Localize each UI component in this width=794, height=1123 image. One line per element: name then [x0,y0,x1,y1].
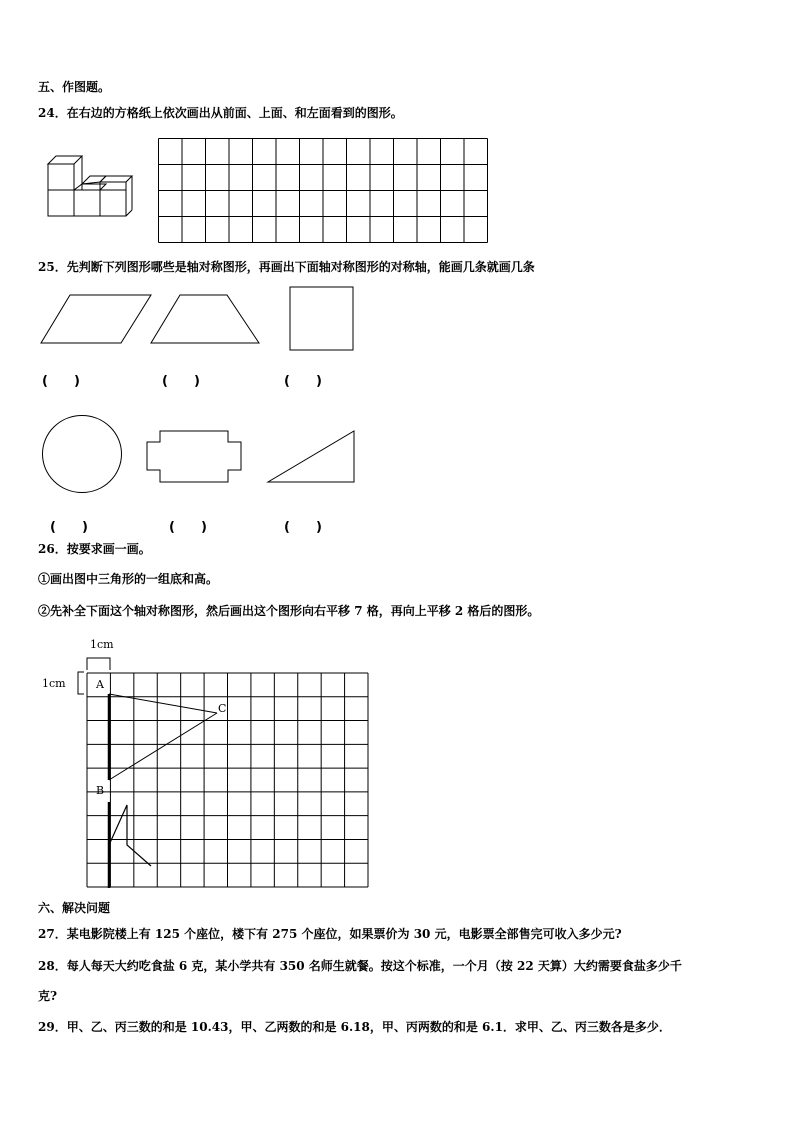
question-27-text: 27．某电影院楼上有 125 个座位，楼下有 275 个座位，如果票价为 30 元，电影票全部售完可收入多少元? [38,927,622,941]
question-28-text-line-2: 克? [38,989,58,1003]
question-26-text: 26．按要求画一画。 [38,542,151,556]
answer-parentheses[interactable]: ( ) [42,374,80,389]
circle-shape [41,414,123,494]
item-1-text: 画出图中三角形的一组底和高。 [50,572,219,586]
triangle-side-bc [109,713,217,780]
item-2-marker: ② [38,604,51,618]
section-6-title: 六、解决问题 [38,901,111,915]
unit-label-left: 1cm [42,677,66,690]
answer-parentheses[interactable]: ( ) [50,520,88,535]
question-26-item-2 [38,603,539,619]
trapezoid-shape [150,294,260,344]
notched-rectangle-shape [146,430,242,484]
question-24-text: 24．在右边的方格纸上依次画出从前面、上面、和左面看到的图形。 [38,106,403,120]
answer-parentheses[interactable]: ( ) [284,374,322,389]
point-b-label: B [96,784,105,797]
square-grid-paper[interactable] [158,138,488,243]
answer-parentheses[interactable]: ( ) [169,520,207,535]
question-28-text-line-1: 28．每人每天大约吃食盐 6 克，某小学共有 350 名师生就餐。按这个标准，一个月（按 22 天算）大约需要食盐多少千 [38,959,682,973]
square-shape [289,286,355,352]
point-a-label: A [96,678,104,691]
unit-label-top: 1cm [90,638,114,651]
cube-stack-figure [44,154,136,218]
item-2-text: 先补全下面这个轴对称图形，然后画出这个图形向右平移 7 格，再向上平移 2 格后的图形。 [50,604,540,618]
right-triangle-shape [266,430,356,484]
section-5-title: 五、作图题。 [38,80,111,94]
parallelogram-shape [40,294,152,344]
question-25-text: 25．先判断下列图形哪些是轴对称图形，再画出下面轴对称图形的对称轴，能画几条就画几条 [38,260,535,274]
question-29-text: 29．甲、乙、丙三数的和是 10.43，甲、乙两数的和是 6.18，甲、丙两数的和是 6.1．求甲、乙、丙三数各是多少． [38,1020,671,1034]
answer-parentheses[interactable]: ( ) [162,374,200,389]
question-26-item-1 [38,571,218,587]
item-1-marker: ① [38,572,51,586]
point-c-label: C [218,702,227,715]
half-symmetric-figure [109,805,151,866]
unit-bracket-top [87,658,110,670]
unit-bracket-left [78,672,84,694]
translation-grid-figure[interactable] [40,636,372,890]
answer-parentheses[interactable]: ( ) [284,520,322,535]
